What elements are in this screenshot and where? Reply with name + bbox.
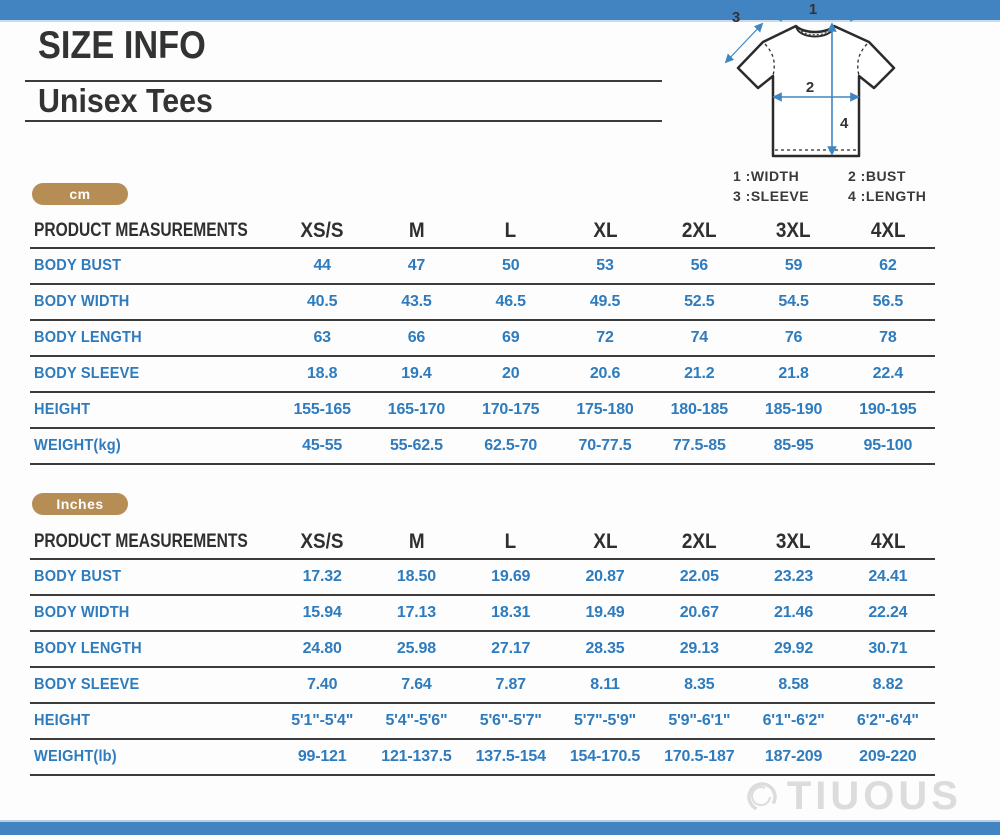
col-header-size-M: M xyxy=(369,525,463,559)
table-row xyxy=(30,703,935,739)
measurement-value: 121-137.5 xyxy=(369,739,463,775)
arrow-label-3: 3 xyxy=(731,9,741,26)
divider-line xyxy=(25,120,662,122)
measurement-value: 19.49 xyxy=(558,595,652,631)
measurement-value: 7.40 xyxy=(275,667,369,703)
measurement-value: 5'7"-5'9" xyxy=(558,703,652,739)
measurement-value: 209-220 xyxy=(841,739,935,775)
measurement-value: 8.35 xyxy=(652,667,746,703)
measurement-value: 66 xyxy=(369,320,463,356)
row-label: BODY BUST xyxy=(30,248,275,284)
row-label: HEIGHT xyxy=(30,392,275,428)
size-table-inches xyxy=(30,525,935,776)
measurement-value: 22.24 xyxy=(841,595,935,631)
measurement-value: 78 xyxy=(841,320,935,356)
measurement-value: 70-77.5 xyxy=(558,428,652,464)
measurement-value: 20.87 xyxy=(558,559,652,595)
unit-badge-cm: cm xyxy=(32,183,128,205)
size-table-cm xyxy=(30,214,935,465)
measurement-value: 22.4 xyxy=(841,356,935,392)
measurement-value: 24.80 xyxy=(275,631,369,667)
measurement-value: 18.8 xyxy=(275,356,369,392)
measurement-value: 5'1"-5'4" xyxy=(275,703,369,739)
measurement-value: 6'2"-6'4" xyxy=(841,703,935,739)
table-row xyxy=(30,356,935,392)
measurement-value: 187-209 xyxy=(746,739,840,775)
col-header-size-XS/S: XS/S xyxy=(275,214,369,248)
measurement-value: 77.5-85 xyxy=(652,428,746,464)
measurement-value: 175-180 xyxy=(558,392,652,428)
row-label: BODY LENGTH xyxy=(30,631,275,667)
measurement-value: 47 xyxy=(369,248,463,284)
brand-watermark-text: TIUOUS xyxy=(786,774,962,818)
unit-badge-inches: Inches xyxy=(32,493,128,515)
brand-logo-icon xyxy=(743,778,781,816)
measurement-value: 20 xyxy=(464,356,558,392)
measurement-value: 95-100 xyxy=(841,428,935,464)
table-row xyxy=(30,631,935,667)
table-row xyxy=(30,320,935,356)
col-header-size-L: L xyxy=(464,214,558,248)
col-header-size-4XL: 4XL xyxy=(841,214,935,248)
measurement-value: 180-185 xyxy=(652,392,746,428)
measurement-value: 29.92 xyxy=(746,631,840,667)
measurement-value: 8.82 xyxy=(841,667,935,703)
measurement-value: 29.13 xyxy=(652,631,746,667)
table-header-row xyxy=(30,214,935,248)
measurement-value: 21.8 xyxy=(746,356,840,392)
measurement-value: 165-170 xyxy=(369,392,463,428)
col-header-measurements: PRODUCT MEASUREMENTS xyxy=(30,525,275,559)
row-label: BODY LENGTH xyxy=(30,320,275,356)
row-label: BODY WIDTH xyxy=(30,595,275,631)
measurement-value: 69 xyxy=(464,320,558,356)
measurement-value: 170.5-187 xyxy=(652,739,746,775)
measurement-value: 22.05 xyxy=(652,559,746,595)
col-header-size-3XL: 3XL xyxy=(746,214,840,248)
measurement-value: 45-55 xyxy=(275,428,369,464)
measurement-value: 63 xyxy=(275,320,369,356)
row-label: HEIGHT xyxy=(30,703,275,739)
bottom-accent-bar xyxy=(0,820,1000,835)
row-label: WEIGHT(lb) xyxy=(30,739,275,775)
measurement-value: 190-195 xyxy=(841,392,935,428)
measurement-value: 50 xyxy=(464,248,558,284)
table-row xyxy=(30,667,935,703)
table-row xyxy=(30,428,935,464)
col-header-size-3XL: 3XL xyxy=(746,525,840,559)
table-row xyxy=(30,284,935,320)
measurement-value: 76 xyxy=(746,320,840,356)
table-row xyxy=(30,739,935,775)
table-row xyxy=(30,248,935,284)
measurement-value: 55-62.5 xyxy=(369,428,463,464)
measurement-value: 17.13 xyxy=(369,595,463,631)
legend-item-bust: 2 :BUST xyxy=(848,168,906,184)
row-label: WEIGHT(kg) xyxy=(30,428,275,464)
measurement-value: 5'6"-5'7" xyxy=(464,703,558,739)
measurement-value: 85-95 xyxy=(746,428,840,464)
measurement-value: 5'4"-5'6" xyxy=(369,703,463,739)
measurement-value: 23.23 xyxy=(746,559,840,595)
measurement-value: 8.11 xyxy=(558,667,652,703)
measurement-value: 15.94 xyxy=(275,595,369,631)
tshirt-measurement-diagram-icon xyxy=(718,4,913,166)
arrow-label-1: 1 xyxy=(808,4,818,18)
col-header-size-M: M xyxy=(369,214,463,248)
table-row xyxy=(30,559,935,595)
measurement-value: 72 xyxy=(558,320,652,356)
measurement-value: 44 xyxy=(275,248,369,284)
measurement-value: 43.5 xyxy=(369,284,463,320)
measurement-value: 20.67 xyxy=(652,595,746,631)
measurement-value: 62.5-70 xyxy=(464,428,558,464)
measurement-value: 54.5 xyxy=(746,284,840,320)
measurement-value: 17.32 xyxy=(275,559,369,595)
measurement-value: 46.5 xyxy=(464,284,558,320)
col-header-measurements: PRODUCT MEASUREMENTS xyxy=(30,214,275,248)
measurement-value: 155-165 xyxy=(275,392,369,428)
col-header-size-L: L xyxy=(464,525,558,559)
measurement-value: 21.46 xyxy=(746,595,840,631)
measurement-value: 5'9"-6'1" xyxy=(652,703,746,739)
measurement-value: 137.5-154 xyxy=(464,739,558,775)
measurement-value: 18.31 xyxy=(464,595,558,631)
table-header-row xyxy=(30,525,935,559)
col-header-size-4XL: 4XL xyxy=(841,525,935,559)
measurement-value: 21.2 xyxy=(652,356,746,392)
diagram-legend xyxy=(733,168,926,204)
row-label: BODY SLEEVE xyxy=(30,356,275,392)
table-row xyxy=(30,595,935,631)
arrow-label-4: 4 xyxy=(840,115,849,132)
measurement-value: 6'1"-6'2" xyxy=(746,703,840,739)
col-header-size-XS/S: XS/S xyxy=(275,525,369,559)
col-header-size-XL: XL xyxy=(558,214,652,248)
measurement-value: 19.69 xyxy=(464,559,558,595)
measurement-value: 27.17 xyxy=(464,631,558,667)
measurement-value: 8.58 xyxy=(746,667,840,703)
measurement-value: 74 xyxy=(652,320,746,356)
measurement-value: 18.50 xyxy=(369,559,463,595)
col-header-size-XL: XL xyxy=(558,525,652,559)
measurement-value: 30.71 xyxy=(841,631,935,667)
legend-item-width: 1 :WIDTH xyxy=(733,168,800,184)
measurement-value: 24.41 xyxy=(841,559,935,595)
measurement-value: 28.35 xyxy=(558,631,652,667)
measurement-value: 53 xyxy=(558,248,652,284)
measurement-value: 7.87 xyxy=(464,667,558,703)
measurement-value: 20.6 xyxy=(558,356,652,392)
measurement-value: 49.5 xyxy=(558,284,652,320)
measurement-value: 40.5 xyxy=(275,284,369,320)
legend-item-sleeve: 3 :SLEEVE xyxy=(733,188,810,204)
table-row xyxy=(30,392,935,428)
row-label: BODY BUST xyxy=(30,559,275,595)
row-label: BODY WIDTH xyxy=(30,284,275,320)
arrow-label-2: 2 xyxy=(805,79,815,96)
measurement-value: 185-190 xyxy=(746,392,840,428)
measurement-value: 154-170.5 xyxy=(558,739,652,775)
measurement-value: 56 xyxy=(652,248,746,284)
measurement-value: 19.4 xyxy=(369,356,463,392)
page-title: SIZE INFO xyxy=(38,24,206,67)
measurement-value: 62 xyxy=(841,248,935,284)
brand-watermark xyxy=(743,774,962,819)
measurement-value: 52.5 xyxy=(652,284,746,320)
measurement-value: 99-121 xyxy=(275,739,369,775)
measurement-value: 170-175 xyxy=(464,392,558,428)
col-header-size-2XL: 2XL xyxy=(652,214,746,248)
measurement-value: 59 xyxy=(746,248,840,284)
legend-item-length: 4 :LENGTH xyxy=(848,188,927,204)
col-header-size-2XL: 2XL xyxy=(652,525,746,559)
page-subtitle: Unisex Tees xyxy=(38,82,213,119)
measurement-value: 7.64 xyxy=(369,667,463,703)
measurement-value: 25.98 xyxy=(369,631,463,667)
row-label: BODY SLEEVE xyxy=(30,667,275,703)
measurement-value: 56.5 xyxy=(841,284,935,320)
